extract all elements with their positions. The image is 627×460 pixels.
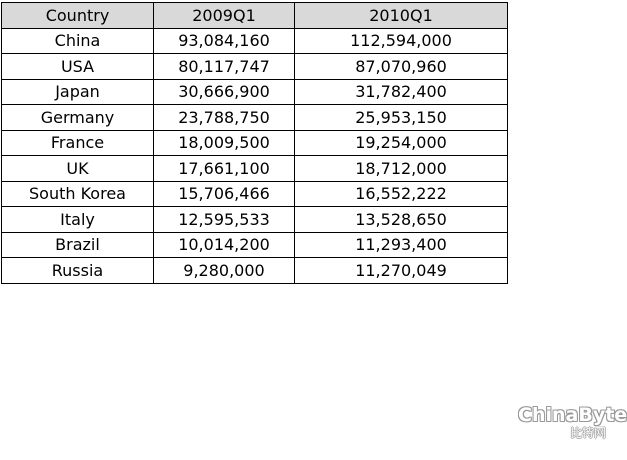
cell-2010q1: 18,712,000 (295, 156, 508, 182)
table-row (2, 54, 508, 80)
cell-country: Brazil (2, 232, 154, 258)
table-row (2, 28, 508, 54)
cell-2010q1: 11,270,049 (295, 258, 508, 284)
watermark-sub: 比特网 (569, 426, 606, 440)
cell-country: USA (2, 54, 154, 80)
cell-country: Japan (2, 79, 154, 105)
cell-2010q1: 11,293,400 (295, 232, 508, 258)
cell-2009q1: 15,706,466 (154, 181, 295, 207)
cell-2010q1: 25,953,150 (295, 105, 508, 131)
table-row (2, 232, 508, 258)
cell-country: Russia (2, 258, 154, 284)
header-2010q1: 2010Q1 (295, 3, 508, 29)
data-table (1, 2, 508, 284)
header-country: Country (2, 3, 154, 29)
cell-2010q1: 87,070,960 (295, 54, 508, 80)
cell-2010q1: 31,782,400 (295, 79, 508, 105)
header-2009q1: 2009Q1 (154, 3, 295, 29)
table-body (2, 28, 508, 283)
cell-2010q1: 112,594,000 (295, 28, 508, 54)
cell-2009q1: 30,666,900 (154, 79, 295, 105)
cell-country: Germany (2, 105, 154, 131)
table-row (2, 207, 508, 233)
cell-country: China (2, 28, 154, 54)
cell-country: France (2, 130, 154, 156)
cell-2009q1: 17,661,100 (154, 156, 295, 182)
table-row (2, 79, 508, 105)
table-row (2, 181, 508, 207)
cell-2009q1: 12,595,533 (154, 207, 295, 233)
watermark-brand: ChinaByte (518, 404, 627, 426)
cell-country: South Korea (2, 181, 154, 207)
table-row (2, 105, 508, 131)
cell-2009q1: 9,280,000 (154, 258, 295, 284)
cell-2009q1: 93,084,160 (154, 28, 295, 54)
table-row (2, 258, 508, 284)
chinabyte-watermark (518, 404, 627, 444)
cell-2010q1: 16,552,222 (295, 181, 508, 207)
header-row (2, 3, 508, 29)
table-row (2, 156, 508, 182)
cell-country: UK (2, 156, 154, 182)
table-row (2, 130, 508, 156)
cell-2010q1: 13,528,650 (295, 207, 508, 233)
cell-2010q1: 19,254,000 (295, 130, 508, 156)
cell-2009q1: 10,014,200 (154, 232, 295, 258)
cell-country: Italy (2, 207, 154, 233)
cell-2009q1: 23,788,750 (154, 105, 295, 131)
table-header (2, 3, 508, 29)
cell-2009q1: 18,009,500 (154, 130, 295, 156)
cell-2009q1: 80,117,747 (154, 54, 295, 80)
